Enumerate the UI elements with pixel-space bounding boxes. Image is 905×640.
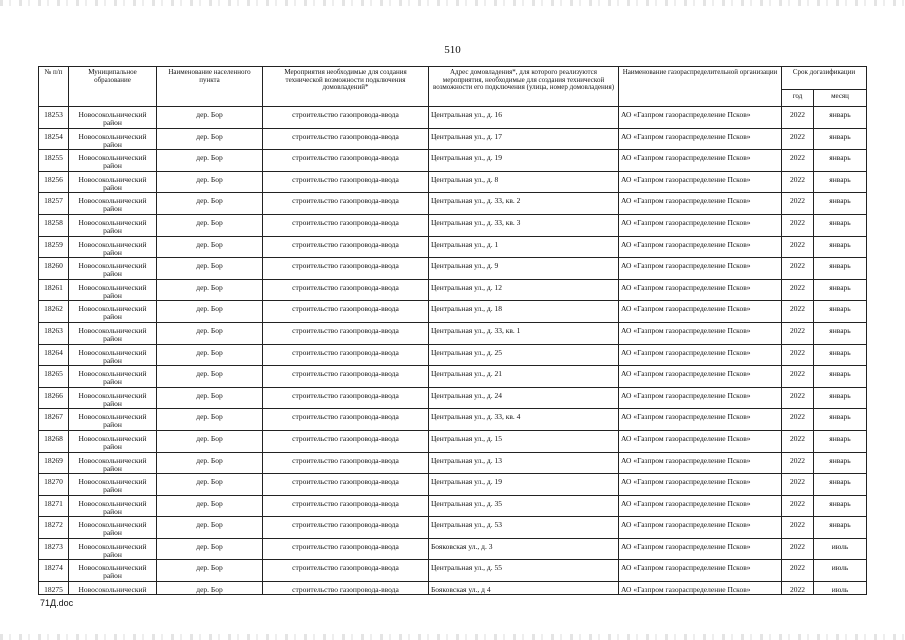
cell-municipality: Новосокольнический район xyxy=(69,517,157,539)
cell-num: 18262 xyxy=(39,301,69,323)
cell-organization: АО «Газпром газораспределение Псков» xyxy=(619,344,782,366)
cell-measure: строительство газопровода-ввода xyxy=(263,560,429,582)
cell-measure: строительство газопровода-ввода xyxy=(263,538,429,560)
cell-num: 18254 xyxy=(39,128,69,150)
cell-address: Центральная ул., д. 53 xyxy=(429,517,619,539)
cell-month: январь xyxy=(814,214,867,236)
cell-municipality: Новосокольнический район xyxy=(69,344,157,366)
cell-year: 2022 xyxy=(782,193,814,215)
scan-edge-top xyxy=(0,0,905,6)
cell-address: Центральная ул., д. 13 xyxy=(429,452,619,474)
cell-organization: АО «Газпром газораспределение Псков» xyxy=(619,128,782,150)
cell-num: 18275 xyxy=(39,582,69,595)
table-row xyxy=(39,538,867,560)
cell-address: Центральная ул., д. 8 xyxy=(429,171,619,193)
header-term: Срок догазификации xyxy=(782,67,867,90)
cell-measure: строительство газопровода-ввода xyxy=(263,452,429,474)
header-year: год xyxy=(782,90,814,107)
cell-organization: АО «Газпром газораспределение Псков» xyxy=(619,366,782,388)
table-row xyxy=(39,409,867,431)
cell-settlement: дер. Бор xyxy=(157,582,263,595)
cell-measure: строительство газопровода-ввода xyxy=(263,150,429,172)
cell-address: Бояковская ул., д. 3 xyxy=(429,538,619,560)
cell-year: 2022 xyxy=(782,582,814,595)
cell-num: 18271 xyxy=(39,495,69,517)
cell-organization: АО «Газпром газораспределение Псков» xyxy=(619,387,782,409)
cell-organization: АО «Газпром газораспределение Псков» xyxy=(619,538,782,560)
cell-num: 18269 xyxy=(39,452,69,474)
cell-municipality: Новосокольнический район xyxy=(69,193,157,215)
table-row xyxy=(39,107,867,129)
table-row xyxy=(39,430,867,452)
cell-num: 18261 xyxy=(39,279,69,301)
cell-month: январь xyxy=(814,409,867,431)
cell-num: 18257 xyxy=(39,193,69,215)
cell-municipality: Новосокольнический район xyxy=(69,171,157,193)
cell-num: 18255 xyxy=(39,150,69,172)
cell-organization: АО «Газпром газораспределение Псков» xyxy=(619,107,782,129)
cell-organization: АО «Газпром газораспределение Псков» xyxy=(619,193,782,215)
cell-num: 18274 xyxy=(39,560,69,582)
table-row xyxy=(39,279,867,301)
cell-month: январь xyxy=(814,430,867,452)
cell-municipality: Новосокольнический район xyxy=(69,107,157,129)
cell-address: Центральная ул., д. 1 xyxy=(429,236,619,258)
cell-month: январь xyxy=(814,258,867,280)
table-row xyxy=(39,258,867,280)
cell-num: 18272 xyxy=(39,517,69,539)
cell-year: 2022 xyxy=(782,452,814,474)
cell-organization: АО «Газпром газораспределение Псков» xyxy=(619,582,782,595)
cell-organization: АО «Газпром газораспределение Псков» xyxy=(619,495,782,517)
cell-address: Бояковская ул., д 4 xyxy=(429,582,619,595)
cell-measure: строительство газопровода-ввода xyxy=(263,128,429,150)
cell-year: 2022 xyxy=(782,430,814,452)
cell-month: январь xyxy=(814,366,867,388)
cell-year: 2022 xyxy=(782,560,814,582)
cell-address: Центральная ул., д. 33, кв. 3 xyxy=(429,214,619,236)
cell-organization: АО «Газпром газораспределение Псков» xyxy=(619,150,782,172)
cell-settlement: дер. Бор xyxy=(157,107,263,129)
cell-num: 18273 xyxy=(39,538,69,560)
cell-municipality: Новосокольнический район xyxy=(69,258,157,280)
cell-settlement: дер. Бор xyxy=(157,301,263,323)
cell-year: 2022 xyxy=(782,322,814,344)
cell-month: январь xyxy=(814,495,867,517)
table-row xyxy=(39,128,867,150)
cell-municipality: Новосокольнический район xyxy=(69,560,157,582)
cell-municipality: Новосокольнический район xyxy=(69,322,157,344)
cell-num: 18253 xyxy=(39,107,69,129)
cell-municipality: Новосокольнический район xyxy=(69,214,157,236)
cell-year: 2022 xyxy=(782,495,814,517)
cell-municipality: Новосокольнический район xyxy=(69,409,157,431)
cell-measure: строительство газопровода-ввода xyxy=(263,322,429,344)
cell-year: 2022 xyxy=(782,150,814,172)
table-row xyxy=(39,301,867,323)
cell-settlement: дер. Бор xyxy=(157,258,263,280)
cell-organization: АО «Газпром газораспределение Псков» xyxy=(619,236,782,258)
cell-measure: строительство газопровода-ввода xyxy=(263,193,429,215)
cell-measure: строительство газопровода-ввода xyxy=(263,107,429,129)
cell-measure: строительство газопровода-ввода xyxy=(263,366,429,388)
cell-num: 18270 xyxy=(39,474,69,496)
cell-month: январь xyxy=(814,150,867,172)
cell-municipality: Новосокольнический район xyxy=(69,538,157,560)
header-measures: Мероприятия необходимые для создания технической возможности подключения домовладений* xyxy=(263,67,429,107)
cell-settlement: дер. Бор xyxy=(157,538,263,560)
cell-organization: АО «Газпром газораспределение Псков» xyxy=(619,258,782,280)
cell-month: январь xyxy=(814,387,867,409)
cell-organization: АО «Газпром газораспределение Псков» xyxy=(619,214,782,236)
cell-organization: АО «Газпром газораспределение Псков» xyxy=(619,409,782,431)
cell-num: 18268 xyxy=(39,430,69,452)
cell-month: январь xyxy=(814,452,867,474)
cell-year: 2022 xyxy=(782,214,814,236)
cell-month: январь xyxy=(814,107,867,129)
cell-municipality: Новосокольнический район xyxy=(69,452,157,474)
cell-settlement: дер. Бор xyxy=(157,560,263,582)
cell-organization: АО «Газпром газораспределение Псков» xyxy=(619,517,782,539)
table-row xyxy=(39,452,867,474)
cell-settlement: дер. Бор xyxy=(157,366,263,388)
cell-settlement: дер. Бор xyxy=(157,128,263,150)
cell-address: Центральная ул., д. 9 xyxy=(429,258,619,280)
cell-settlement: дер. Бор xyxy=(157,430,263,452)
header-num: № п/п xyxy=(39,67,69,107)
table-row xyxy=(39,344,867,366)
cell-measure: строительство газопровода-ввода xyxy=(263,236,429,258)
gasification-table xyxy=(38,66,867,595)
cell-month: июль xyxy=(814,560,867,582)
cell-organization: АО «Газпром газораспределение Псков» xyxy=(619,322,782,344)
cell-settlement: дер. Бор xyxy=(157,452,263,474)
cell-settlement: дер. Бор xyxy=(157,495,263,517)
cell-measure: строительство газопровода-ввода xyxy=(263,495,429,517)
cell-measure: строительство газопровода-ввода xyxy=(263,214,429,236)
cell-address: Центральная ул., д. 33, кв. 1 xyxy=(429,322,619,344)
cell-year: 2022 xyxy=(782,409,814,431)
table-row xyxy=(39,560,867,582)
cell-month: январь xyxy=(814,474,867,496)
cell-month: январь xyxy=(814,322,867,344)
cell-measure: строительство газопровода-ввода xyxy=(263,171,429,193)
cell-municipality: Новосокольнический район xyxy=(69,366,157,388)
cell-address: Центральная ул., д. 19 xyxy=(429,474,619,496)
cell-address: Центральная ул., д. 17 xyxy=(429,128,619,150)
cell-num: 18260 xyxy=(39,258,69,280)
cell-address: Центральная ул., д. 16 xyxy=(429,107,619,129)
header-address: Адрес домовладения*, для которого реализуются мероприятия, необходимые для создания технической возможности его подключения (улица, номер домовладения) xyxy=(429,67,619,107)
cell-month: январь xyxy=(814,301,867,323)
table-row xyxy=(39,582,867,595)
header-organization: Наименование газораспределительной организации xyxy=(619,67,782,107)
cell-municipality: Новосокольнический xyxy=(69,582,157,595)
cell-num: 18263 xyxy=(39,322,69,344)
cell-month: январь xyxy=(814,279,867,301)
table-body xyxy=(39,107,867,595)
cell-measure: строительство газопровода-ввода xyxy=(263,301,429,323)
cell-measure: строительство газопровода-ввода xyxy=(263,430,429,452)
cell-organization: АО «Газпром газораспределение Псков» xyxy=(619,301,782,323)
cell-municipality: Новосокольнический район xyxy=(69,301,157,323)
cell-month: январь xyxy=(814,193,867,215)
cell-municipality: Новосокольнический район xyxy=(69,495,157,517)
cell-month: январь xyxy=(814,171,867,193)
cell-settlement: дер. Бор xyxy=(157,214,263,236)
cell-address: Центральная ул., д. 35 xyxy=(429,495,619,517)
cell-municipality: Новосокольнический район xyxy=(69,128,157,150)
cell-organization: АО «Газпром газораспределение Псков» xyxy=(619,560,782,582)
cell-num: 18259 xyxy=(39,236,69,258)
cell-num: 18264 xyxy=(39,344,69,366)
cell-month: январь xyxy=(814,236,867,258)
cell-measure: строительство газопровода-ввода xyxy=(263,387,429,409)
cell-month: июль xyxy=(814,538,867,560)
cell-year: 2022 xyxy=(782,236,814,258)
cell-num: 18258 xyxy=(39,214,69,236)
header-month: месяц xyxy=(814,90,867,107)
cell-year: 2022 xyxy=(782,301,814,323)
table-row xyxy=(39,193,867,215)
cell-municipality: Новосокольнический район xyxy=(69,150,157,172)
table-row xyxy=(39,387,867,409)
cell-year: 2022 xyxy=(782,128,814,150)
cell-settlement: дер. Бор xyxy=(157,279,263,301)
table-row xyxy=(39,150,867,172)
cell-num: 18256 xyxy=(39,171,69,193)
cell-address: Центральная ул., д. 25 xyxy=(429,344,619,366)
cell-measure: строительство газопровода-ввода xyxy=(263,258,429,280)
cell-year: 2022 xyxy=(782,107,814,129)
cell-organization: АО «Газпром газораспределение Псков» xyxy=(619,430,782,452)
cell-measure: строительство газопровода-ввода xyxy=(263,409,429,431)
header-municipality: Муниципальное образование xyxy=(69,67,157,107)
cell-measure: строительство газопровода-ввода xyxy=(263,517,429,539)
cell-year: 2022 xyxy=(782,258,814,280)
cell-address: Центральная ул., д. 21 xyxy=(429,366,619,388)
header-settlement: Наименование населенного пункта xyxy=(157,67,263,107)
cell-address: Центральная ул., д. 12 xyxy=(429,279,619,301)
cell-year: 2022 xyxy=(782,344,814,366)
cell-municipality: Новосокольнический район xyxy=(69,474,157,496)
table-row xyxy=(39,495,867,517)
cell-settlement: дер. Бор xyxy=(157,409,263,431)
cell-measure: строительство газопровода-ввода xyxy=(263,279,429,301)
cell-num: 18266 xyxy=(39,387,69,409)
table-row xyxy=(39,517,867,539)
cell-month: июль xyxy=(814,582,867,595)
cell-year: 2022 xyxy=(782,517,814,539)
table-row xyxy=(39,474,867,496)
scan-edge-bottom xyxy=(0,634,905,640)
cell-address: Центральная ул., д. 33, кв. 4 xyxy=(429,409,619,431)
cell-address: Центральная ул., д. 19 xyxy=(429,150,619,172)
table-row xyxy=(39,322,867,344)
cell-month: январь xyxy=(814,517,867,539)
cell-address: Центральная ул., д. 55 xyxy=(429,560,619,582)
table-row xyxy=(39,366,867,388)
file-name-footer: 71Д.doc xyxy=(40,598,74,608)
cell-settlement: дер. Бор xyxy=(157,387,263,409)
cell-year: 2022 xyxy=(782,387,814,409)
cell-measure: строительство газопровода-ввода xyxy=(263,582,429,595)
cell-year: 2022 xyxy=(782,474,814,496)
cell-municipality: Новосокольнический район xyxy=(69,279,157,301)
cell-organization: АО «Газпром газораспределение Псков» xyxy=(619,474,782,496)
table-row xyxy=(39,171,867,193)
cell-settlement: дер. Бор xyxy=(157,150,263,172)
cell-year: 2022 xyxy=(782,171,814,193)
cell-address: Центральная ул., д. 18 xyxy=(429,301,619,323)
cell-municipality: Новосокольнический район xyxy=(69,430,157,452)
cell-year: 2022 xyxy=(782,538,814,560)
cell-address: Центральная ул., д. 24 xyxy=(429,387,619,409)
cell-num: 18265 xyxy=(39,366,69,388)
cell-organization: АО «Газпром газораспределение Псков» xyxy=(619,452,782,474)
cell-measure: строительство газопровода-ввода xyxy=(263,474,429,496)
cell-settlement: дер. Бор xyxy=(157,344,263,366)
cell-municipality: Новосокольнический район xyxy=(69,387,157,409)
page-number: 510 xyxy=(444,44,461,56)
table-row xyxy=(39,214,867,236)
cell-settlement: дер. Бор xyxy=(157,322,263,344)
cell-settlement: дер. Бор xyxy=(157,236,263,258)
cell-municipality: Новосокольнический район xyxy=(69,236,157,258)
cell-measure: строительство газопровода-ввода xyxy=(263,344,429,366)
cell-address: Центральная ул., д. 15 xyxy=(429,430,619,452)
cell-settlement: дер. Бор xyxy=(157,193,263,215)
cell-settlement: дер. Бор xyxy=(157,517,263,539)
cell-year: 2022 xyxy=(782,279,814,301)
cell-month: январь xyxy=(814,128,867,150)
cell-organization: АО «Газпром газораспределение Псков» xyxy=(619,171,782,193)
cell-organization: АО «Газпром газораспределение Псков» xyxy=(619,279,782,301)
cell-num: 18267 xyxy=(39,409,69,431)
cell-settlement: дер. Бор xyxy=(157,474,263,496)
cell-settlement: дер. Бор xyxy=(157,171,263,193)
cell-address: Центральная ул., д. 33, кв. 2 xyxy=(429,193,619,215)
cell-month: январь xyxy=(814,344,867,366)
cell-year: 2022 xyxy=(782,366,814,388)
table-row xyxy=(39,236,867,258)
